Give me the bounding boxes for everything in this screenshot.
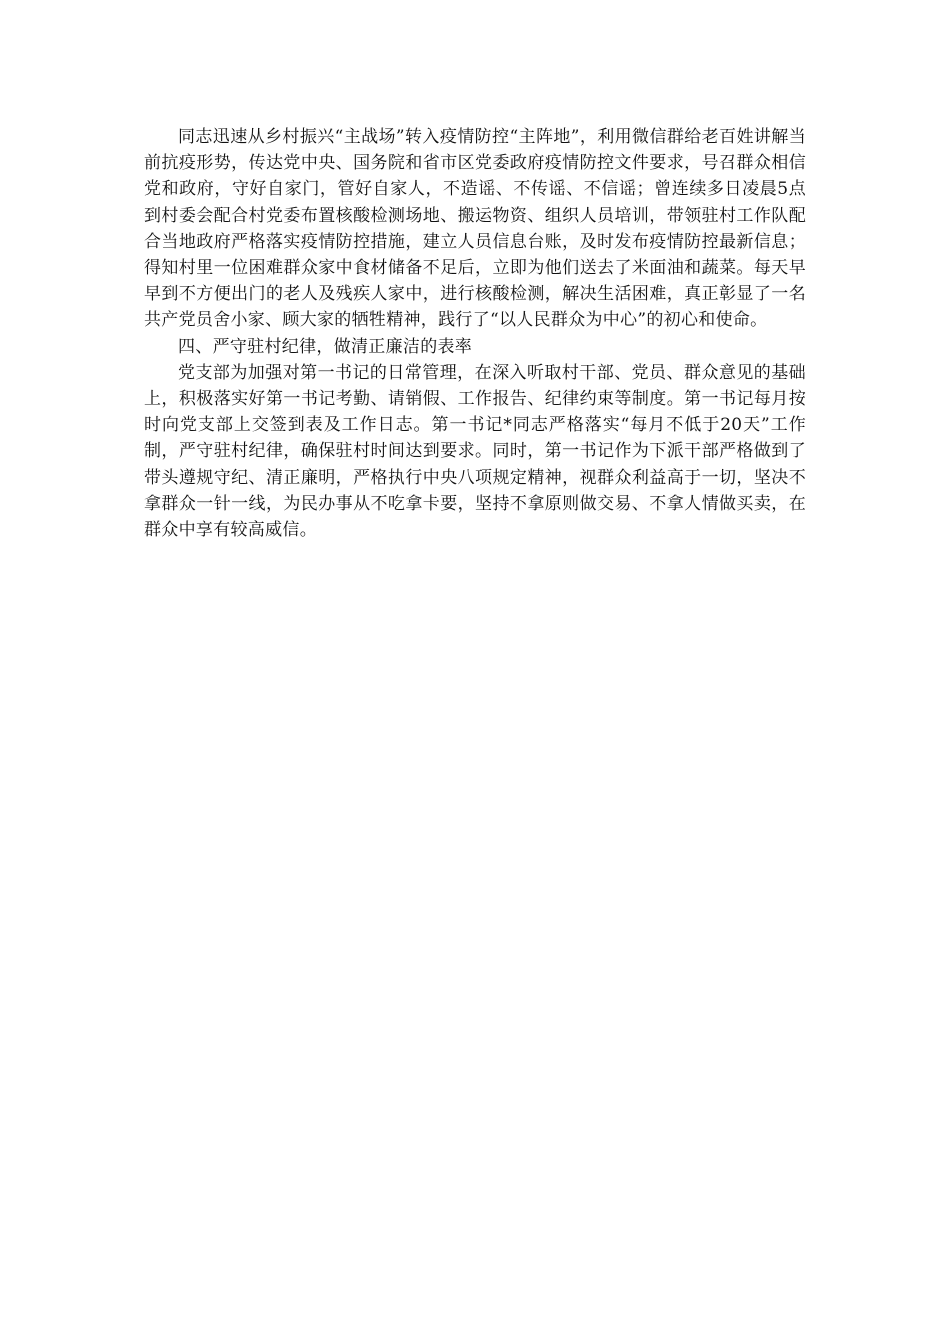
document-body <box>144 124 806 543</box>
body-paragraph-discipline: 党支部为加强对第一书记的日常管理，在深入听取村干部、党员、群众意见的基础上，积极落实好第一书记考勤、请销假、工作报告、纪律约束等制度。第一书记每月按时向党支部上交签到表及工作日志。第一书记*同志严格落实“每月不低于20天”工作制，严守驻村纪律，确保驻村时间达到要求。同时，第一书记作为下派干部严格做到了带头遵规守纪、清正廉明，严格执行中央八项规定精神，视群众利益高于一切，坚决不拿群众一针一线，为民办事从不吃拿卡要，坚持不拿原则做交易、不拿人情做买卖，在群众中享有较高威信。 <box>144 362 806 541</box>
body-paragraph-epidemic: 同志迅速从乡村振兴“主战场”转入疫情防控“主阵地”，利用微信群给老百姓讲解当前抗疫形势，传达党中央、国务院和省市区党委政府疫情防控文件要求，号召群众相信党和政府，守好自家门，管好自家人，不造谣、不传谣、不信谣；曾连续多日凌晨5点到村委会配合村党委布置核酸检测场地、搬运物资、组织人员培训，带领驻村工作队配合当地政府严格落实疫情防控措施，建立人员信息台账，及时发布疫情防控最新信息；得知村里一位困难群众家中食材储备不足后，立即为他们送去了米面油和蔬菜。每天早早到不方便出门的老人及残疾人家中，进行核酸检测，解决生活困难，真正彰显了一名共产党员舍小家、顾大家的牺牲精神，践行了“以人民群众为中心”的初心和使命。 <box>144 127 806 331</box>
section-heading-discipline: 四、严守驻村纪律，做清正廉洁的表率 <box>178 336 473 357</box>
